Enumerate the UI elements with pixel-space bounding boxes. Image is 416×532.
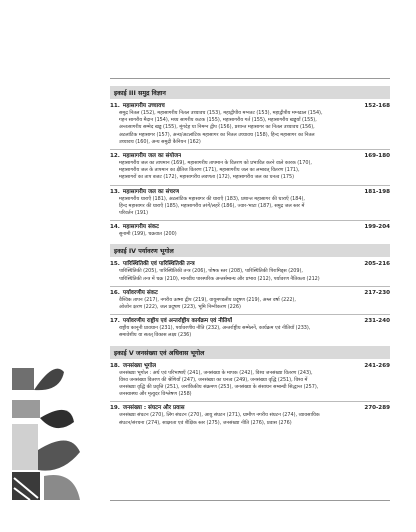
chapter-topics-line: परिवर्तन (191) (119, 210, 148, 217)
chapter-entry (110, 289, 390, 311)
chapter-page-range: 270-289 (364, 405, 390, 412)
chapter-topics-line: अटलांटिक महासागर (157), अन्ध/अटलांटिक महासागर का नितल उच्चावच (158), हिन्द महासागर का नितल (119, 131, 315, 138)
chapter-topics-line: पारिस्थितिकी तन्त्र में चक्र (210), मानवीय पारस्परिक अन्तर्सम्बन्ध और प्रभाव (212), पर्यावरण नैतिकता (212) (119, 275, 320, 282)
chapter-title-line (110, 102, 390, 110)
unit-heading: इकाई III समुद्र विज्ञान (110, 86, 390, 99)
bottom-rule (110, 500, 390, 501)
chapter-topics-line: समावेशीय या सतत् विकास लक्ष्य (236) (119, 332, 192, 339)
chapter-divider (110, 149, 390, 150)
chapter-topics-line: उच्चावच (160), अन्य समुद्री कैनियन (162) (119, 138, 201, 145)
chapter-topics-line: जनस्वास्थ्य और मृत्युदर विश्लेषण (258) (119, 391, 192, 398)
chapter-topics-line: महासागरीय धाराएँ (181), अटलांटिक महासागर की धाराएँ (183), प्रशान्त महासागर की धाराएँ (184), (119, 195, 305, 202)
chapter-topics-line: विश्व जनसंख्या वितरण की श्रेणियाँ (247), जनसंख्या का घनत्व (249), जनसंख्या वृद्धि (251), विश्व में (119, 376, 308, 383)
chapter-page-range: 231-240 (364, 318, 390, 325)
chapter-title-text: पर्यावरणीय संकट (122, 289, 158, 296)
chapter-title-text: जनसंख्या : संघटन और प्रवास (122, 405, 185, 412)
chapter-topics-line: जनसंख्या संघटन (270), लिंग संघटन (270), आयु संघटन (271), ग्रामीण नगरीय संघटन (274), व्यावसायिक (119, 412, 320, 419)
chapter-title-line (110, 188, 390, 196)
chapter-entry (110, 362, 390, 399)
chapter-topics-line: पारिस्थितिकी (205), पारिस्थितिकी तन्त्र (206), पोषक स्तर (208), पारिस्थितिकी पिरामिड्स (209), (119, 268, 303, 275)
top-rule (110, 78, 390, 79)
chapter-topics-line: हिन्द महासागर की धाराएँ (185), महासागरीय तरंगें/लहरें (186), ज्वार-भाटा (187), समुद्र जल स्तर में (119, 202, 305, 209)
chapter-divider (110, 401, 390, 402)
chapter-topics-line: राष्ट्रीय कानूनी प्रावधान (231), पर्यावरणीय नीति (232), अन्तर्राष्ट्रीय सम्मेलनें, कार्यक्रम एवं नीतियाँ (233), (119, 325, 311, 332)
chapter-topics-line: संघटन/संरचना (274), साक्षरता एवं शैक्षिक स्तर (275), जनसंख्या नीति (276), प्रवास (276) (119, 419, 292, 426)
deco-stripes (14, 478, 38, 500)
chapter-page-range: 217-230 (364, 289, 390, 296)
chapter-divider (110, 185, 390, 186)
chapter-entry (110, 152, 390, 182)
deco-block-light (12, 424, 38, 470)
chapter-topics-line: जनसंख्या वृद्धि की प्रवृत्ति (251), जनांकिकीय संक्रमण (253), जनसंख्या के संसाधन सम्बन्धी सिद्धान्त (257), (119, 384, 319, 391)
deco-leaf-lower (38, 440, 80, 470)
chapter-page-range: 241-269 (364, 362, 390, 369)
chapter-number: 14. (110, 224, 120, 231)
chapter-entry (110, 404, 390, 426)
chapter-topics-line: ओजोन क्षरण (222), जल प्रदूषण (223), भूमि निम्नीकरण (226) (119, 304, 241, 311)
deco-leaf-top (34, 369, 64, 391)
chapter-title-text: महासागरीय जल का संयोजन (122, 153, 182, 160)
chapter-page-range: 205-216 (364, 261, 390, 268)
chapter-number: 13. (110, 188, 120, 195)
chapter-entry (110, 102, 390, 146)
chapter-page-range: 152-168 (364, 103, 390, 109)
chapter-page-range: 199-204 (364, 224, 390, 231)
chapter-number: 12. (110, 153, 120, 160)
chapter-title-text: महासागरीय जल का संचरण (122, 188, 180, 195)
chapter-number: 19. (110, 405, 120, 412)
chapter-topics-line: जनसंख्या भूगोल : अर्थ एवं परिभाषाएँ (241), जनसंख्या के मापक (242), विश्व जनसंख्या वितरण (243), (119, 369, 313, 376)
chapter-title-text: महासागरीय संकट (122, 224, 159, 231)
chapter-topics-line: गहन सागरीय मैदान (154), मध्य सागरीय कटक (155), महासागरीय गर्त (155), महासागरीय खड्डयाँ (155), (119, 117, 317, 124)
chapter-page-range: 181-198 (364, 188, 390, 195)
unit-heading: इकाई IV पर्यावरण भूगोल (110, 244, 390, 257)
chapter-topics-line: महासागरीय जल के तापमान का क्षैतिज वितरण (171), महासागरीय जल का लम्बवत् वितरण (171), (119, 167, 300, 174)
deco-square-bottom (12, 472, 40, 500)
chapter-topics-line: वैश्विक तापन (217), नगरीय ऊष्मा द्वीप (219), वायुमण्डलीय प्रदूषण (219), अम्ल वर्षा (222), (119, 296, 296, 303)
chapter-number: 15. (110, 261, 120, 268)
chapter-title[interactable] (110, 289, 158, 297)
chapter-page-range: 169-180 (364, 153, 390, 160)
unit-heading: इकाई V जनसंख्या एवं अधिवास भूगोल (110, 346, 390, 359)
chapter-number: 18. (110, 362, 120, 369)
chapter-topics-line: महासागरीय जल का तापमान (169), महासागरीय तापमान के वितरण को प्रभावित करने वाले कारक (170), (119, 160, 312, 167)
chapter-topics-line: अन्तःसागरीय सम्मेद खड्ड (155), मूंगदेह या निमग्न द्वीप (156), प्रशान्त महासागर का नितल उच्चावच (156), (119, 124, 315, 131)
chapter-number: 16. (110, 289, 120, 296)
chapter-title[interactable] (110, 102, 165, 110)
deco-block-mid (12, 400, 40, 418)
table-of-contents (110, 86, 390, 430)
chapter-topics-line: महासागरों का ताप बजट (172), महासागरीय लवणता (172), महासागरीय जल का घनत्व (175) (119, 174, 294, 181)
chapter-divider (110, 220, 390, 221)
chapter-entry (110, 317, 390, 339)
chapter-entry (110, 260, 390, 282)
chapter-title[interactable] (110, 188, 179, 196)
chapter-title-line (110, 289, 390, 297)
chapter-title[interactable] (110, 362, 156, 370)
chapter-topics-line: समुद्र नितल (152), महासागरीय नितल उच्चावच (153), महाद्वीपीय मग्नतट (153), महाद्वीपीय मग्नढाल (154), (119, 110, 323, 116)
chapter-title-line (110, 362, 390, 370)
chapter-title-text: जनसंख्या भूगोल (122, 362, 157, 369)
deco-leaf-base (44, 475, 80, 500)
chapter-entry (110, 188, 390, 218)
chapter-title[interactable] (110, 152, 181, 160)
chapter-number: 11. (110, 103, 120, 109)
chapter-title-text: पारिस्थितिकी एवं पारिस्थितिकी तन्त्र (122, 261, 195, 268)
chapter-topics-line: सुनामी (199), चक्रवात (200) (119, 231, 177, 238)
chapter-title-text: पर्यावरणीय राष्ट्रीय एवं अन्तर्राष्ट्रीय कार्यक्रम एवं नीतियाँ (122, 318, 233, 325)
deco-square-dark (12, 368, 34, 390)
chapter-divider (110, 286, 390, 287)
deco-leaf-middle (40, 410, 74, 428)
chapter-number: 17. (110, 318, 120, 325)
chapter-entry (110, 223, 390, 238)
chapter-title-text: महासागरीय उच्चावच (122, 103, 165, 109)
chapter-divider (110, 314, 390, 315)
chapter-title-line (110, 152, 390, 160)
